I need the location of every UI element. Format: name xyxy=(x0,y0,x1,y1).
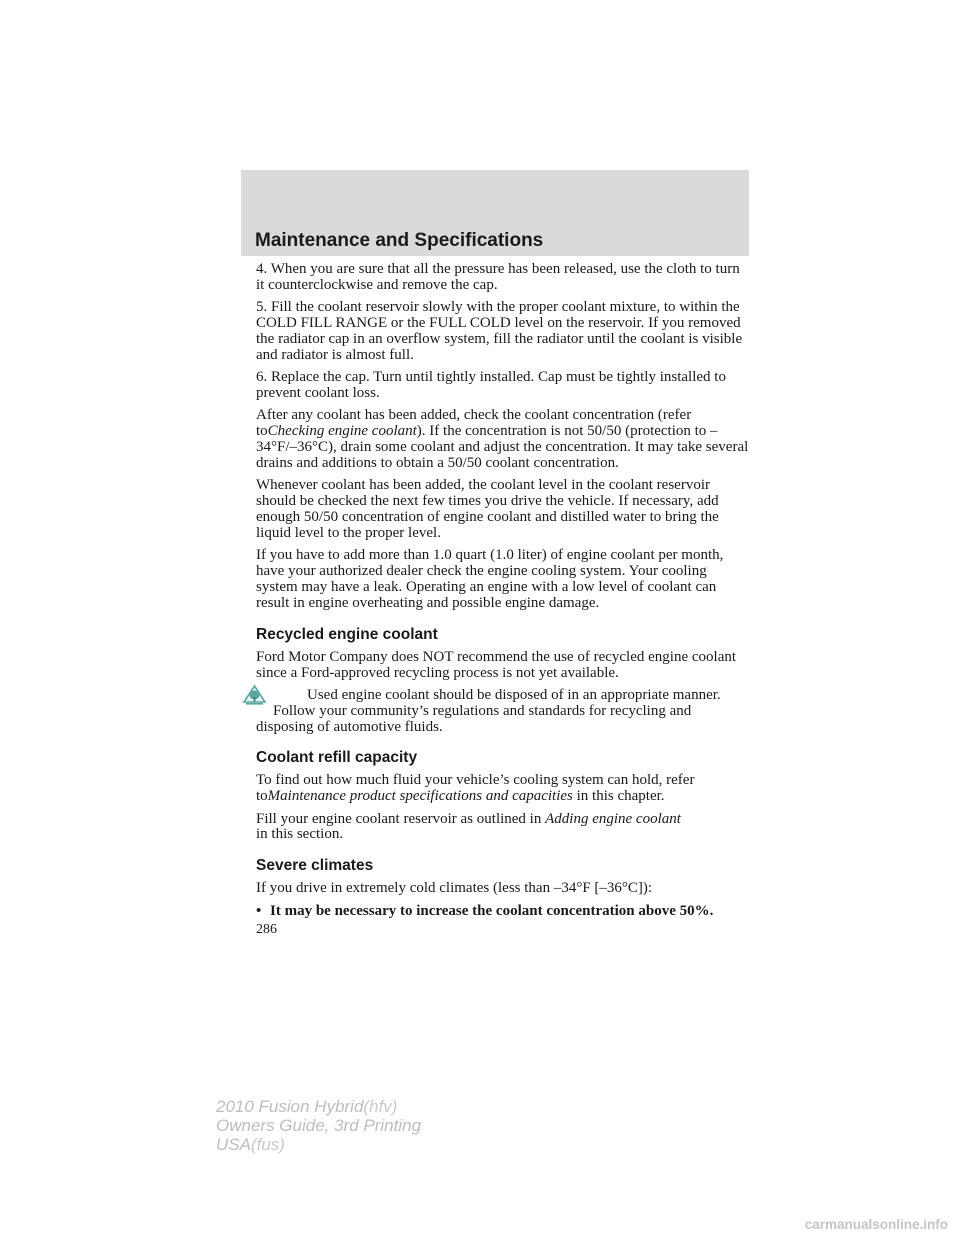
after-added-text-cont: ). If the concentration is not 50/50 (protection to –34°F/–36°C), drain some coolant and adjust the concentration. It may take several drains and additions to obtain a 50/50 coolant concentration. xyxy=(256,423,749,471)
environment-note-text: Used engine coolant should be disposed of in an appropriate manner. Follow your community’s regulations and standards for recycling and disposing of automotive fluids. xyxy=(256,686,721,735)
page-number: 286 xyxy=(256,922,277,938)
refill-paragraph-2 xyxy=(256,812,750,844)
specifications-reference: Maintenance product specifications and capacities xyxy=(267,788,573,805)
footer-line-2: Owners Guide, 3rd Printing xyxy=(216,1116,422,1135)
list-item xyxy=(256,904,750,920)
watermark: carmanualsonline.info xyxy=(804,1217,948,1232)
environment-note xyxy=(256,688,750,736)
adding-coolant-reference: Adding engine coolant xyxy=(545,810,681,827)
step-5-paragraph: 5. Fill the coolant reservoir slowly with the proper coolant mixture, to within the COLD FILL RANGE or the FULL COLD level on the reservoir. If you removed the radiator cap in an overflow system, fill the radiator until the coolant is visible and radiator is almost full. xyxy=(256,299,743,363)
checking-coolant-reference: Checking engine coolant xyxy=(267,423,417,440)
refill-text: To find out how much fluid your vehicle’s cooling system can hold, refer to xyxy=(256,772,695,805)
footer-line-1 xyxy=(216,1097,421,1116)
refill-paragraph-1 xyxy=(256,773,750,805)
footer-region: USA xyxy=(216,1135,251,1154)
severe-intro: If you drive in extremely cold climates (less than –34°F [–36°C]): xyxy=(256,880,653,897)
step-4-paragraph: 4. When you are sure that all the pressure has been released, use the cloth to turn it counterclockwise and remove the cap. xyxy=(256,261,740,293)
bullet-symbol: • xyxy=(256,902,262,919)
refill-text-2: Fill your engine coolant reservoir as outlined in xyxy=(256,810,542,827)
step-6-paragraph: 6. Replace the cap. Turn until tightly installed. Cap must be tightly installed to prevent coolant loss. xyxy=(256,369,726,401)
document-footer xyxy=(216,1097,421,1154)
more-than-paragraph: If you have to add more than 1.0 quart (1.0 liter) of engine coolant per month, have your authorized dealer check the engine cooling system. Your cooling system may have a leak. Operating an engine with a low level of coolant can result in engine overheating and possible engine damage. xyxy=(256,546,724,611)
recycled-heading: Recycled engine coolant xyxy=(256,625,438,643)
whenever-paragraph: Whenever coolant has been added, the coolant level in the coolant reservoir should be checked the next few times you drive the vehicle. If necessary, add enough 50/50 concentration of engine coolant and distilled water to bring the liquid level to the proper level. xyxy=(256,477,719,541)
severe-heading: Severe climates xyxy=(256,857,374,875)
refill-text-2-cont: in this section. xyxy=(256,826,344,843)
recycled-paragraph: Ford Motor Company does NOT recommend the use of recycled engine coolant since a Ford-approved recycling process is not yet available. xyxy=(256,648,737,681)
section-title: Maintenance and Specifications xyxy=(255,230,544,251)
footer-line-3 xyxy=(216,1135,421,1154)
footer-model-code: (hfv) xyxy=(363,1097,398,1116)
footer-region-code: (fus) xyxy=(250,1135,285,1154)
footer-model: 2010 Fusion Hybrid xyxy=(216,1097,364,1116)
recycle-tree-icon xyxy=(242,684,267,706)
after-added-text: After any coolant has been added, check the coolant concentration (refer to xyxy=(256,407,692,440)
refill-heading: Coolant refill capacity xyxy=(256,749,418,767)
bullet-text: It may be necessary to increase the coolant concentration above 50%. xyxy=(270,902,714,919)
refill-text-cont: in this chapter. xyxy=(576,788,665,805)
after-added-paragraph xyxy=(256,408,750,472)
section-header-band xyxy=(241,170,749,256)
page-content xyxy=(256,262,750,938)
